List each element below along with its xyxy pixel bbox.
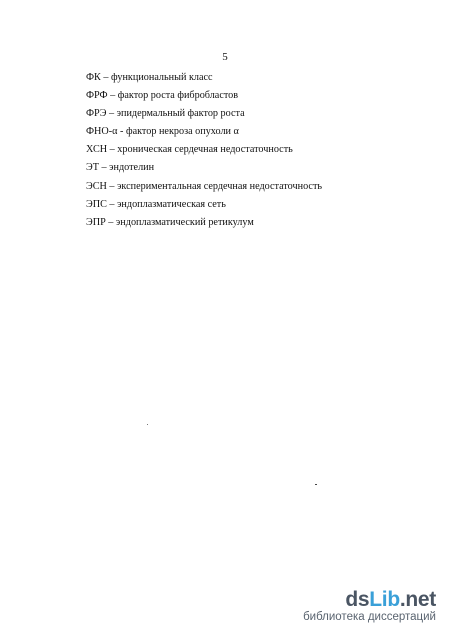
watermark-tagline: библиотека диссертаций [303,611,436,623]
watermark-logo-lib: Lib [369,588,400,611]
abbreviation-item: ЭПР – эндоплазматический ретикулум [86,216,254,228]
watermark-logo [286,589,436,611]
abbreviation-item: ФНО-α - фактор некроза опухоли α [86,126,239,138]
abbreviation-item: ЭПС – эндоплазматическая сеть [86,198,226,210]
page-number: 5 [222,51,228,63]
scan-speck [147,424,148,425]
watermark-logo-net: .net [399,588,436,611]
abbreviation-list [86,69,426,232]
abbreviation-item: ХСН – хроническая сердечная недостаточность [86,144,293,156]
scan-speck [315,484,317,485]
abbreviation-item: ФК – функциональный класс [86,72,213,83]
abbreviation-item: ФРФ – фактор роста фибробластов [86,90,239,102]
watermark-logo-ds: ds [345,588,370,611]
watermark [286,589,436,624]
abbreviation-item: ЭТ – эндотелин [86,162,155,174]
abbreviation-item: ФРЭ – эпидермальный фактор роста [86,108,245,120]
abbreviation-item: ЭСН – экспериментальная сердечная недостаточность [86,180,323,192]
